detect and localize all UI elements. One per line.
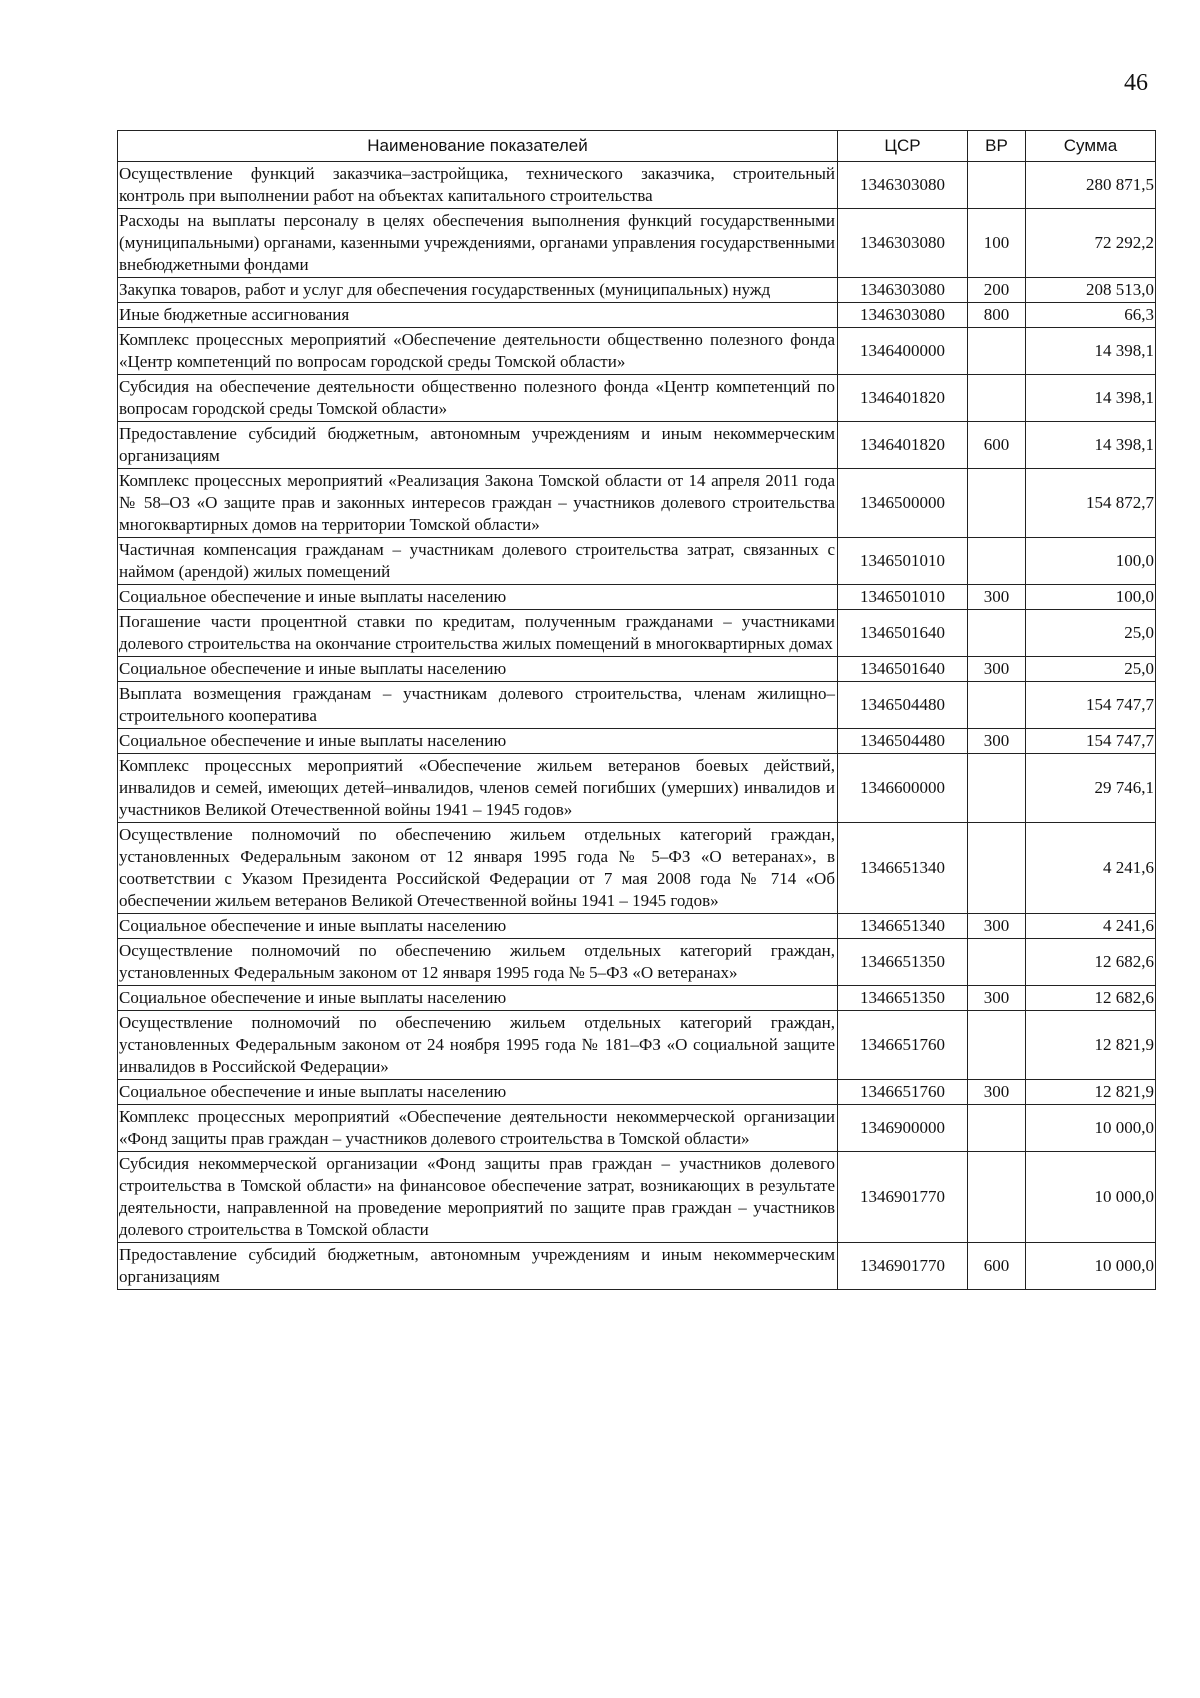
cell-name: Социальное обеспечение и иные выплаты населению [118,986,838,1011]
cell-name: Комплекс процессных мероприятий «Обеспечение жильем ветеранов боевых действий, инвалидов и семей, имеющих детей–инвалидов, членов семей погибших (умерших) инвалидов и участников Великой Отечественной войны 1941 – 1945 годов» [118,754,838,823]
header-vr: ВР [968,131,1026,162]
cell-vr: 300 [968,1080,1026,1105]
cell-name: Закупка товаров, работ и услуг для обеспечения государственных (муниципальных) нужд [118,278,838,303]
cell-vr [968,1105,1026,1152]
cell-sum: 12 682,6 [1026,986,1156,1011]
cell-name: Комплекс процессных мероприятий «Обеспечение деятельности некоммерческой организации «Фонд защиты прав граждан – участников долевого строительства в Томской области» [118,1105,838,1152]
cell-sum: 25,0 [1026,610,1156,657]
cell-name: Частичная компенсация гражданам – участникам долевого строительства затрат, связанных с наймом (арендой) жилых помещений [118,538,838,585]
cell-sum: 14 398,1 [1026,422,1156,469]
cell-vr [968,682,1026,729]
cell-sum: 12 821,9 [1026,1011,1156,1080]
cell-vr [968,754,1026,823]
cell-vr: 300 [968,914,1026,939]
cell-name: Осуществление полномочий по обеспечению жильем отдельных категорий граждан, установленных Федеральным законом от 24 ноября 1995 года № 181–ФЗ «О социальной защите инвалидов в Российской Федерации» [118,1011,838,1080]
table-row [118,729,1156,754]
table-row [118,610,1156,657]
table-row [118,328,1156,375]
cell-vr: 600 [968,1243,1026,1290]
cell-csr: 1346504480 [838,682,968,729]
cell-name: Предоставление субсидий бюджетным, автономным учреждениям и иным некоммерческим организациям [118,1243,838,1290]
cell-csr: 1346303080 [838,278,968,303]
cell-sum: 10 000,0 [1026,1152,1156,1243]
cell-name: Расходы на выплаты персоналу в целях обеспечения выполнения функций государственными (муниципальными) органами, казенными учреждениями, органами управления государственными внебюджетными фондами [118,209,838,278]
table-row [118,1080,1156,1105]
cell-vr: 300 [968,729,1026,754]
cell-sum: 10 000,0 [1026,1105,1156,1152]
cell-sum: 12 682,6 [1026,939,1156,986]
cell-sum: 12 821,9 [1026,1080,1156,1105]
cell-name: Субсидия некоммерческой организации «Фонд защиты прав граждан – участников долевого строительства в Томской области» на финансовое обеспечение затрат, возникающих в результате деятельности, направленной на проведение мероприятий по защите прав граждан – участников долевого строительства в Томской области [118,1152,838,1243]
table-row [118,1011,1156,1080]
cell-sum: 208 513,0 [1026,278,1156,303]
cell-vr [968,469,1026,538]
cell-sum: 154 747,7 [1026,682,1156,729]
cell-name: Социальное обеспечение и иные выплаты населению [118,585,838,610]
cell-vr [968,1011,1026,1080]
table-row [118,303,1156,328]
table-row [118,657,1156,682]
cell-vr: 800 [968,303,1026,328]
cell-name: Комплекс процессных мероприятий «Обеспечение деятельности общественно полезного фонда «Центр компетенций по вопросам городской среды Томской области» [118,328,838,375]
cell-vr [968,1152,1026,1243]
cell-csr: 1346651350 [838,986,968,1011]
table-row [118,162,1156,209]
table-row [118,375,1156,422]
page-number: 46 [1124,70,1148,96]
cell-sum: 10 000,0 [1026,1243,1156,1290]
cell-vr: 300 [968,585,1026,610]
cell-vr [968,538,1026,585]
cell-csr: 1346651340 [838,914,968,939]
table-row [118,538,1156,585]
cell-name: Социальное обеспечение и иные выплаты населению [118,729,838,754]
cell-sum: 29 746,1 [1026,754,1156,823]
cell-sum: 100,0 [1026,538,1156,585]
table-row [118,209,1156,278]
cell-csr: 1346500000 [838,469,968,538]
table-row [118,585,1156,610]
table-row [118,682,1156,729]
cell-csr: 1346501010 [838,538,968,585]
cell-csr: 1346501640 [838,610,968,657]
cell-csr: 1346303080 [838,162,968,209]
table-row [118,469,1156,538]
cell-name: Осуществление полномочий по обеспечению жильем отдельных категорий граждан, установленных Федеральным законом от 12 января 1995 года № 5–ФЗ «О ветеранах» [118,939,838,986]
cell-vr [968,328,1026,375]
header-name: Наименование показателей [118,131,838,162]
cell-sum: 154 747,7 [1026,729,1156,754]
cell-name: Субсидия на обеспечение деятельности общественно полезного фонда «Центр компетенций по вопросам городской среды Томской области» [118,375,838,422]
cell-sum: 14 398,1 [1026,328,1156,375]
cell-name: Социальное обеспечение и иные выплаты населению [118,657,838,682]
cell-csr: 1346401820 [838,422,968,469]
cell-vr [968,610,1026,657]
table-row [118,986,1156,1011]
cell-name: Погашение части процентной ставки по кредитам, полученным гражданами – участниками долевого строительства на окончание строительства жилых помещений в многоквартирных домах [118,610,838,657]
cell-name: Осуществление функций заказчика–застройщика, технического заказчика, строительный контроль при выполнении работ на объектах капитального строительства [118,162,838,209]
table-body [118,162,1156,1290]
cell-csr: 1346504480 [838,729,968,754]
cell-csr: 1346400000 [838,328,968,375]
cell-csr: 1346600000 [838,754,968,823]
header-sum: Сумма [1026,131,1156,162]
table-row [118,754,1156,823]
cell-csr: 1346900000 [838,1105,968,1152]
cell-vr: 600 [968,422,1026,469]
cell-sum: 72 292,2 [1026,209,1156,278]
cell-name: Социальное обеспечение и иные выплаты населению [118,914,838,939]
cell-csr: 1346651760 [838,1080,968,1105]
cell-csr: 1346651760 [838,1011,968,1080]
cell-name: Осуществление полномочий по обеспечению жильем отдельных категорий граждан, установленных Федеральным законом от 12 января 1995 года № 5–ФЗ «О ветеранах», в соответствии с Указом Президента Российской Федерации от 7 мая 2008 года № 714 «Об обеспечении жильем ветеранов Великой Отечественной войны 1941 – 1945 годов» [118,823,838,914]
cell-vr [968,939,1026,986]
cell-sum: 100,0 [1026,585,1156,610]
table-row [118,422,1156,469]
table-row [118,1243,1156,1290]
cell-csr: 1346303080 [838,303,968,328]
table-header [118,131,1156,162]
cell-vr [968,823,1026,914]
cell-csr: 1346501010 [838,585,968,610]
cell-vr: 300 [968,986,1026,1011]
cell-name: Иные бюджетные ассигнования [118,303,838,328]
cell-name: Социальное обеспечение и иные выплаты населению [118,1080,838,1105]
cell-csr: 1346901770 [838,1243,968,1290]
table-row [118,939,1156,986]
cell-name: Выплата возмещения гражданам – участникам долевого строительства, членам жилищно–строительного кооператива [118,682,838,729]
header-csr: ЦСР [838,131,968,162]
cell-csr: 1346651340 [838,823,968,914]
cell-csr: 1346303080 [838,209,968,278]
cell-sum: 4 241,6 [1026,914,1156,939]
cell-vr [968,375,1026,422]
cell-vr: 300 [968,657,1026,682]
cell-csr: 1346651350 [838,939,968,986]
cell-csr: 1346901770 [838,1152,968,1243]
cell-csr: 1346401820 [838,375,968,422]
table-row [118,1105,1156,1152]
cell-sum: 14 398,1 [1026,375,1156,422]
cell-vr: 100 [968,209,1026,278]
cell-vr: 200 [968,278,1026,303]
table-row [118,1152,1156,1243]
cell-name: Комплекс процессных мероприятий «Реализация Закона Томской области от 14 апреля 2011 года № 58–ОЗ «О защите прав и законных интересов граждан – участников долевого строительства многоквартирных домов на территории Томской области» [118,469,838,538]
cell-sum: 66,3 [1026,303,1156,328]
cell-vr [968,162,1026,209]
budget-table [117,130,1156,1290]
cell-sum: 4 241,6 [1026,823,1156,914]
table-row [118,278,1156,303]
table-header-row [118,131,1156,162]
cell-sum: 154 872,7 [1026,469,1156,538]
cell-sum: 25,0 [1026,657,1156,682]
table-row [118,823,1156,914]
cell-csr: 1346501640 [838,657,968,682]
cell-sum: 280 871,5 [1026,162,1156,209]
table-row [118,914,1156,939]
cell-name: Предоставление субсидий бюджетным, автономным учреждениям и иным некоммерческим организациям [118,422,838,469]
